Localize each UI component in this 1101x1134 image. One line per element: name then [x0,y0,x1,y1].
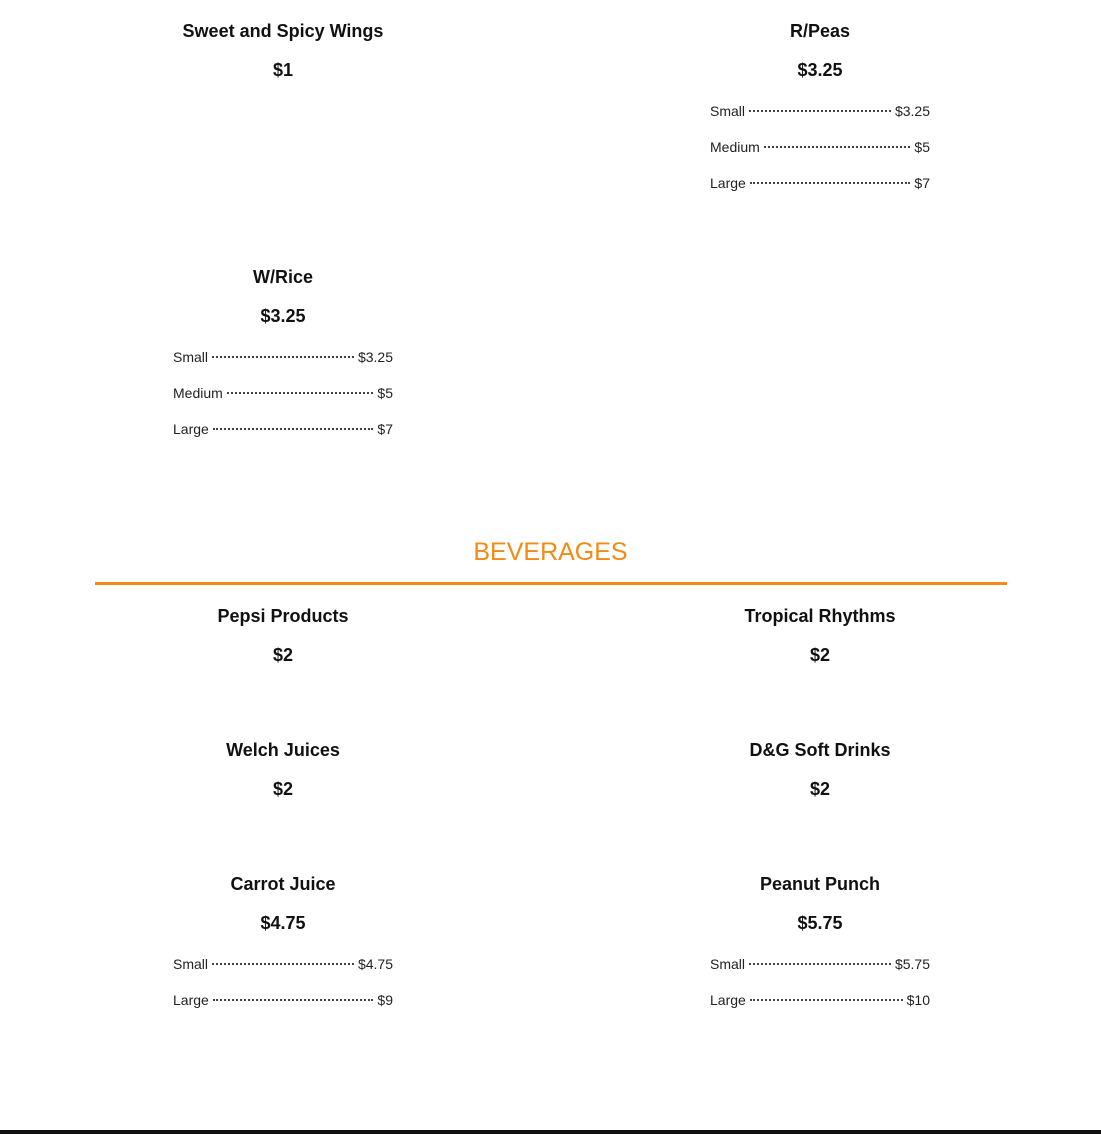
size-row [710,990,930,1026]
item-name: W/Rice [252,267,313,287]
beverage-item [690,864,950,1026]
beverage-item [690,730,950,800]
size-label: Small [173,349,209,365]
size-label: Large [710,992,746,1008]
dot-leader [749,963,891,965]
beverage-item [153,596,413,666]
size-row [710,954,930,990]
beverage-item [153,864,413,1026]
size-row [710,101,930,137]
section-divider [95,582,1007,585]
size-row [710,173,930,209]
size-label: Large [173,421,209,437]
item-price: $3.25 [797,60,843,80]
size-list [710,954,930,1026]
item-name: Tropical Rhythms [744,606,896,626]
size-label: Small [173,956,209,972]
item-name: D&G Soft Drinks [749,740,891,760]
size-row [173,990,393,1026]
item-price: $3.25 [260,306,306,326]
menu-item [153,11,413,81]
size-list [710,101,930,209]
size-row [710,137,930,173]
beverage-item [690,596,950,666]
size-row [173,954,393,990]
size-list [173,954,393,1026]
size-row [173,347,393,383]
dot-leader [764,146,911,148]
size-price: $3.25 [894,103,930,119]
item-name: Sweet and Spicy Wings [182,21,384,41]
item-name: Welch Juices [226,740,340,760]
dot-leader [213,428,374,430]
size-price: $10 [906,992,930,1008]
beverage-item [153,730,413,800]
size-price: $9 [377,992,393,1008]
section-title-beverages: BEVERAGES [473,538,628,566]
size-price: $7 [914,175,930,191]
item-price: $2 [809,645,831,665]
size-label: Large [710,175,746,191]
dot-leader [212,356,354,358]
size-price: $5 [914,139,930,155]
item-name: Pepsi Products [217,606,349,626]
dot-leader [213,999,374,1001]
dot-leader [212,963,354,965]
item-name: Carrot Juice [230,874,336,894]
dot-leader [750,182,911,184]
item-price: $4.75 [260,913,306,933]
size-price: $3.25 [357,349,393,365]
footer-divider [0,1130,1101,1134]
size-label: Small [710,103,746,119]
size-label: Small [710,956,746,972]
dot-leader [750,999,903,1001]
item-price: $2 [272,645,294,665]
item-price: $5.75 [797,913,843,933]
size-label: Large [173,992,209,1008]
size-price: $5.75 [894,956,930,972]
size-price: $5 [377,385,393,401]
item-price: $2 [809,779,831,799]
size-list [173,347,393,455]
size-price: $7 [377,421,393,437]
size-label: Medium [173,385,223,401]
size-price: $4.75 [357,956,393,972]
size-label: Medium [710,139,760,155]
item-price: $1 [272,60,294,80]
menu-item [690,11,950,209]
item-price: $2 [272,779,294,799]
menu-item [153,257,413,455]
size-row [173,383,393,419]
item-name: Peanut Punch [759,874,880,894]
item-name: R/Peas [789,21,851,41]
dot-leader [227,392,374,394]
size-row [173,419,393,455]
dot-leader [749,110,891,112]
